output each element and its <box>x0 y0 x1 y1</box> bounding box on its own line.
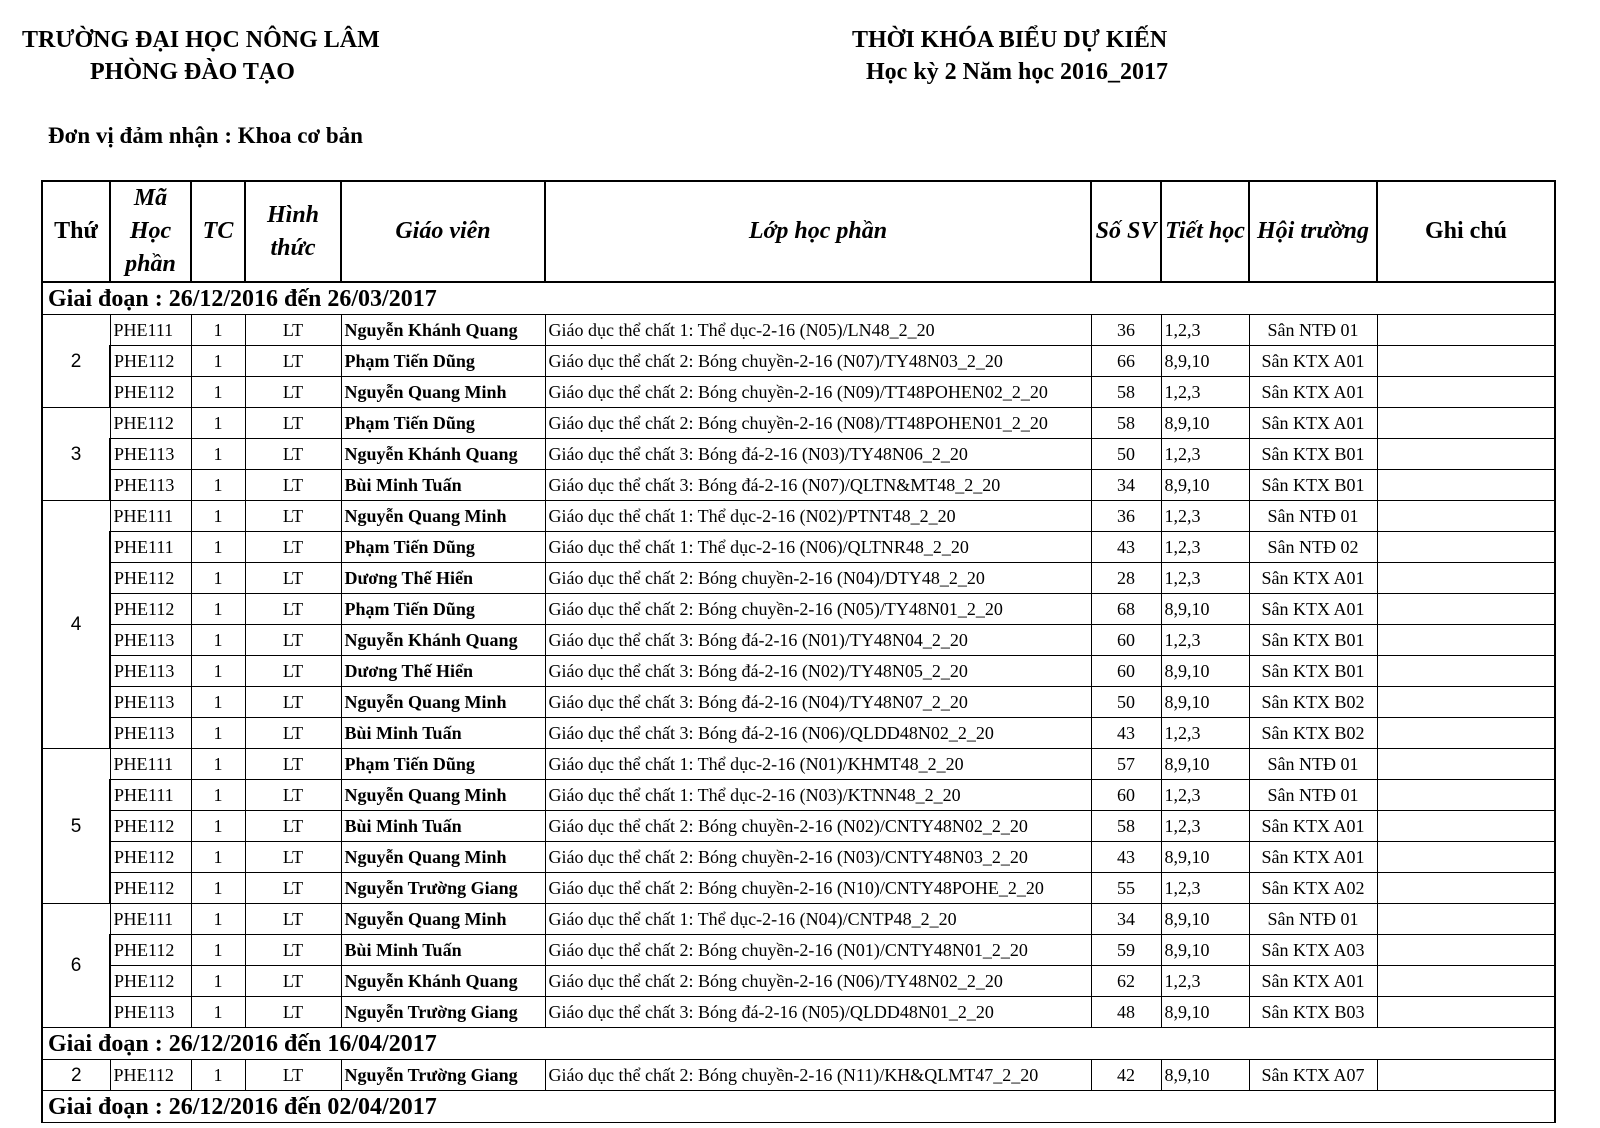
lop-hoc-phan-cell: Giáo dục thể chất 2: Bóng chuyền-2-16 (N11)/KH&QLMT47_2_20 <box>545 1060 1091 1091</box>
hinh-thuc-cell: LT <box>245 532 341 563</box>
col-header-hoi-truong: Hội trường <box>1249 181 1377 282</box>
tc-cell: 1 <box>191 346 245 377</box>
giao-vien-cell: Nguyễn Khánh Quang <box>341 439 545 470</box>
giao-vien-cell: Nguyễn Quang Minh <box>341 780 545 811</box>
ma-hoc-phan-cell: PHE113 <box>110 470 191 501</box>
day-cell: 2 <box>42 315 110 408</box>
phase-row <box>42 1028 1555 1060</box>
giao-vien-cell: Bùi Minh Tuấn <box>341 935 545 966</box>
tc-cell: 1 <box>191 780 245 811</box>
hinh-thuc-cell: LT <box>245 842 341 873</box>
ghi-chu-cell <box>1377 501 1555 532</box>
giao-vien-cell: Nguyễn Khánh Quang <box>341 625 545 656</box>
giao-vien-cell: Phạm Tiến Dũng <box>341 532 545 563</box>
hoi-truong-cell: Sân KTX A01 <box>1249 563 1377 594</box>
so-sv-cell: 36 <box>1091 501 1161 532</box>
tiet-hoc-cell: 8,9,10 <box>1161 656 1249 687</box>
tc-cell: 1 <box>191 470 245 501</box>
tc-cell: 1 <box>191 687 245 718</box>
lop-hoc-phan-cell: Giáo dục thể chất 3: Bóng đá-2-16 (N06)/QLDD48N02_2_20 <box>545 718 1091 749</box>
so-sv-cell: 43 <box>1091 842 1161 873</box>
so-sv-cell: 42 <box>1091 1060 1161 1091</box>
table-row <box>42 904 1555 935</box>
ghi-chu-cell <box>1377 625 1555 656</box>
so-sv-cell: 55 <box>1091 873 1161 904</box>
giao-vien-cell: Nguyễn Trường Giang <box>341 1060 545 1091</box>
tiet-hoc-cell: 1,2,3 <box>1161 377 1249 408</box>
tiet-hoc-cell: 8,9,10 <box>1161 687 1249 718</box>
table-row <box>42 594 1555 625</box>
ma-hoc-phan-cell: PHE112 <box>110 346 191 377</box>
ma-hoc-phan-cell: PHE112 <box>110 594 191 625</box>
office-name: PHÒNG ĐÀO TẠO <box>90 59 295 85</box>
table-row <box>42 408 1555 439</box>
hinh-thuc-cell: LT <box>245 873 341 904</box>
ghi-chu-cell <box>1377 408 1555 439</box>
giao-vien-cell: Nguyễn Trường Giang <box>341 873 545 904</box>
tc-cell: 1 <box>191 966 245 997</box>
ma-hoc-phan-cell: PHE111 <box>110 315 191 346</box>
so-sv-cell: 60 <box>1091 625 1161 656</box>
giao-vien-cell: Dương Thế Hiển <box>341 563 545 594</box>
ghi-chu-cell <box>1377 346 1555 377</box>
tc-cell: 1 <box>191 811 245 842</box>
hinh-thuc-cell: LT <box>245 625 341 656</box>
hinh-thuc-cell: LT <box>245 966 341 997</box>
giao-vien-cell: Nguyễn Quang Minh <box>341 842 545 873</box>
school-name: TRƯỜNG ĐẠI HỌC NÔNG LÂM <box>22 27 380 53</box>
col-header-ma-hoc-phan: Mã Học phần <box>110 181 191 282</box>
lop-hoc-phan-cell: Giáo dục thể chất 2: Bóng chuyền-2-16 (N02)/CNTY48N02_2_20 <box>545 811 1091 842</box>
tiet-hoc-cell: 1,2,3 <box>1161 563 1249 594</box>
hoi-truong-cell: Sân KTX A07 <box>1249 1060 1377 1091</box>
tiet-hoc-cell: 1,2,3 <box>1161 625 1249 656</box>
col-header-tc: TC <box>191 181 245 282</box>
hoi-truong-cell: Sân NTĐ 02 <box>1249 532 1377 563</box>
so-sv-cell: 68 <box>1091 594 1161 625</box>
tiet-hoc-cell: 8,9,10 <box>1161 1060 1249 1091</box>
phase-row <box>42 1091 1555 1123</box>
tiet-hoc-cell: 1,2,3 <box>1161 501 1249 532</box>
lop-hoc-phan-cell: Giáo dục thể chất 2: Bóng chuyền-2-16 (N04)/DTY48_2_20 <box>545 563 1091 594</box>
ghi-chu-cell <box>1377 470 1555 501</box>
hoi-truong-cell: Sân NTĐ 01 <box>1249 904 1377 935</box>
so-sv-cell: 60 <box>1091 656 1161 687</box>
table-row <box>42 501 1555 532</box>
ghi-chu-cell <box>1377 718 1555 749</box>
lop-hoc-phan-cell: Giáo dục thể chất 1: Thể dục-2-16 (N03)/KTNN48_2_20 <box>545 780 1091 811</box>
hinh-thuc-cell: LT <box>245 997 341 1028</box>
hoi-truong-cell: Sân KTX A01 <box>1249 377 1377 408</box>
ghi-chu-cell <box>1377 1060 1555 1091</box>
so-sv-cell: 28 <box>1091 563 1161 594</box>
ma-hoc-phan-cell: PHE111 <box>110 904 191 935</box>
col-header-giao-vien: Giáo viên <box>341 181 545 282</box>
ma-hoc-phan-cell: PHE113 <box>110 656 191 687</box>
col-header-thu: Thứ <box>42 181 110 282</box>
tiet-hoc-cell: 8,9,10 <box>1161 997 1249 1028</box>
so-sv-cell: 62 <box>1091 966 1161 997</box>
table-row <box>42 687 1555 718</box>
giao-vien-cell: Bùi Minh Tuấn <box>341 470 545 501</box>
ma-hoc-phan-cell: PHE112 <box>110 377 191 408</box>
hoi-truong-cell: Sân KTX A01 <box>1249 842 1377 873</box>
tc-cell: 1 <box>191 873 245 904</box>
table-row <box>42 935 1555 966</box>
ma-hoc-phan-cell: PHE113 <box>110 687 191 718</box>
lop-hoc-phan-cell: Giáo dục thể chất 3: Bóng đá-2-16 (N01)/TY48N04_2_20 <box>545 625 1091 656</box>
lop-hoc-phan-cell: Giáo dục thể chất 3: Bóng đá-2-16 (N04)/TY48N07_2_20 <box>545 687 1091 718</box>
giao-vien-cell: Bùi Minh Tuấn <box>341 811 545 842</box>
table-row <box>42 718 1555 749</box>
so-sv-cell: 34 <box>1091 904 1161 935</box>
hoi-truong-cell: Sân KTX A02 <box>1249 873 1377 904</box>
hoi-truong-cell: Sân NTĐ 01 <box>1249 749 1377 780</box>
so-sv-cell: 48 <box>1091 997 1161 1028</box>
ma-hoc-phan-cell: PHE111 <box>110 501 191 532</box>
tc-cell: 1 <box>191 501 245 532</box>
ghi-chu-cell <box>1377 687 1555 718</box>
timetable <box>41 180 1556 1123</box>
col-header-tiet-hoc: Tiết học <box>1161 181 1249 282</box>
semester-label: Học kỳ 2 Năm học 2016_2017 <box>866 59 1168 85</box>
hinh-thuc-cell: LT <box>245 501 341 532</box>
tiet-hoc-cell: 1,2,3 <box>1161 315 1249 346</box>
tc-cell: 1 <box>191 315 245 346</box>
ghi-chu-cell <box>1377 749 1555 780</box>
ma-hoc-phan-cell: PHE112 <box>110 935 191 966</box>
giao-vien-cell: Nguyễn Khánh Quang <box>341 315 545 346</box>
hinh-thuc-cell: LT <box>245 780 341 811</box>
table-row <box>42 749 1555 780</box>
lop-hoc-phan-cell: Giáo dục thể chất 2: Bóng chuyền-2-16 (N01)/CNTY48N01_2_20 <box>545 935 1091 966</box>
col-header-hinh-thuc: Hình thức <box>245 181 341 282</box>
tiet-hoc-cell: 8,9,10 <box>1161 594 1249 625</box>
day-cell: 5 <box>42 749 110 904</box>
hoi-truong-cell: Sân KTX B01 <box>1249 625 1377 656</box>
tiet-hoc-cell: 8,9,10 <box>1161 346 1249 377</box>
ghi-chu-cell <box>1377 873 1555 904</box>
ma-hoc-phan-cell: PHE112 <box>110 408 191 439</box>
lop-hoc-phan-cell: Giáo dục thể chất 3: Bóng đá-2-16 (N02)/TY48N05_2_20 <box>545 656 1091 687</box>
tiet-hoc-cell: 1,2,3 <box>1161 532 1249 563</box>
so-sv-cell: 58 <box>1091 811 1161 842</box>
table-row <box>42 1060 1555 1091</box>
day-cell: 4 <box>42 501 110 749</box>
giao-vien-cell: Phạm Tiến Dũng <box>341 346 545 377</box>
table-row <box>42 966 1555 997</box>
table-row <box>42 532 1555 563</box>
ma-hoc-phan-cell: PHE112 <box>110 842 191 873</box>
so-sv-cell: 59 <box>1091 935 1161 966</box>
day-cell: 6 <box>42 904 110 1028</box>
lop-hoc-phan-cell: Giáo dục thể chất 3: Bóng đá-2-16 (N07)/QLTN&MT48_2_20 <box>545 470 1091 501</box>
tc-cell: 1 <box>191 377 245 408</box>
ghi-chu-cell <box>1377 997 1555 1028</box>
giao-vien-cell: Nguyễn Quang Minh <box>341 904 545 935</box>
header-row <box>42 181 1555 282</box>
tiet-hoc-cell: 8,9,10 <box>1161 408 1249 439</box>
table-row <box>42 811 1555 842</box>
ghi-chu-cell <box>1377 315 1555 346</box>
lop-hoc-phan-cell: Giáo dục thể chất 1: Thể dục-2-16 (N05)/LN48_2_20 <box>545 315 1091 346</box>
tc-cell: 1 <box>191 656 245 687</box>
hinh-thuc-cell: LT <box>245 656 341 687</box>
ma-hoc-phan-cell: PHE112 <box>110 1060 191 1091</box>
phase-label: Giai đoạn : 26/12/2016 đến 26/03/2017 <box>42 282 1555 315</box>
table-row <box>42 873 1555 904</box>
hoi-truong-cell: Sân NTĐ 01 <box>1249 501 1377 532</box>
hoi-truong-cell: Sân KTX A01 <box>1249 408 1377 439</box>
ghi-chu-cell <box>1377 532 1555 563</box>
so-sv-cell: 50 <box>1091 439 1161 470</box>
ma-hoc-phan-cell: PHE111 <box>110 780 191 811</box>
col-header-so-sv: Số SV <box>1091 181 1161 282</box>
giao-vien-cell: Bùi Minh Tuấn <box>341 718 545 749</box>
hoi-truong-cell: Sân KTX A03 <box>1249 935 1377 966</box>
tiet-hoc-cell: 8,9,10 <box>1161 749 1249 780</box>
ma-hoc-phan-cell: PHE113 <box>110 439 191 470</box>
tc-cell: 1 <box>191 625 245 656</box>
tiet-hoc-cell: 1,2,3 <box>1161 966 1249 997</box>
hoi-truong-cell: Sân NTĐ 01 <box>1249 780 1377 811</box>
ma-hoc-phan-cell: PHE111 <box>110 532 191 563</box>
so-sv-cell: 66 <box>1091 346 1161 377</box>
hoi-truong-cell: Sân KTX A01 <box>1249 811 1377 842</box>
phase-row <box>42 282 1555 315</box>
ma-hoc-phan-cell: PHE113 <box>110 625 191 656</box>
so-sv-cell: 43 <box>1091 718 1161 749</box>
giao-vien-cell: Nguyễn Quang Minh <box>341 687 545 718</box>
tc-cell: 1 <box>191 842 245 873</box>
table-row <box>42 315 1555 346</box>
hinh-thuc-cell: LT <box>245 904 341 935</box>
hinh-thuc-cell: LT <box>245 594 341 625</box>
tiet-hoc-cell: 8,9,10 <box>1161 904 1249 935</box>
tiet-hoc-cell: 1,2,3 <box>1161 439 1249 470</box>
hinh-thuc-cell: LT <box>245 315 341 346</box>
lop-hoc-phan-cell: Giáo dục thể chất 2: Bóng chuyền-2-16 (N06)/TY48N02_2_20 <box>545 966 1091 997</box>
tc-cell: 1 <box>191 904 245 935</box>
giao-vien-cell: Phạm Tiến Dũng <box>341 408 545 439</box>
hinh-thuc-cell: LT <box>245 749 341 780</box>
hinh-thuc-cell: LT <box>245 439 341 470</box>
hinh-thuc-cell: LT <box>245 470 341 501</box>
ghi-chu-cell <box>1377 656 1555 687</box>
hoi-truong-cell: Sân KTX B01 <box>1249 656 1377 687</box>
tc-cell: 1 <box>191 935 245 966</box>
hoi-truong-cell: Sân KTX B03 <box>1249 997 1377 1028</box>
tiet-hoc-cell: 8,9,10 <box>1161 842 1249 873</box>
day-cell: 3 <box>42 408 110 501</box>
tc-cell: 1 <box>191 532 245 563</box>
phase-label: Giai đoạn : 26/12/2016 đến 16/04/2017 <box>42 1028 1555 1060</box>
ghi-chu-cell <box>1377 811 1555 842</box>
timetable-body <box>42 282 1555 1123</box>
table-row <box>42 780 1555 811</box>
day-cell: 2 <box>42 1060 110 1091</box>
document-title: THỜI KHÓA BIỂU DỰ KIẾN <box>852 27 1168 53</box>
ma-hoc-phan-cell: PHE112 <box>110 873 191 904</box>
tiet-hoc-cell: 1,2,3 <box>1161 873 1249 904</box>
lop-hoc-phan-cell: Giáo dục thể chất 2: Bóng chuyền-2-16 (N05)/TY48N01_2_20 <box>545 594 1091 625</box>
lop-hoc-phan-cell: Giáo dục thể chất 3: Bóng đá-2-16 (N05)/QLDD48N01_2_20 <box>545 997 1091 1028</box>
hoi-truong-cell: Sân KTX A01 <box>1249 966 1377 997</box>
lop-hoc-phan-cell: Giáo dục thể chất 2: Bóng chuyền-2-16 (N09)/TT48POHEN02_2_20 <box>545 377 1091 408</box>
hoi-truong-cell: Sân KTX B02 <box>1249 718 1377 749</box>
giao-vien-cell: Nguyễn Khánh Quang <box>341 966 545 997</box>
giao-vien-cell: Nguyễn Quang Minh <box>341 501 545 532</box>
tc-cell: 1 <box>191 1060 245 1091</box>
hinh-thuc-cell: LT <box>245 377 341 408</box>
ma-hoc-phan-cell: PHE112 <box>110 811 191 842</box>
tc-cell: 1 <box>191 718 245 749</box>
col-header-ghi-chu: Ghi chú <box>1377 181 1555 282</box>
table-row <box>42 656 1555 687</box>
ma-hoc-phan-cell: PHE111 <box>110 749 191 780</box>
tc-cell: 1 <box>191 408 245 439</box>
hoi-truong-cell: Sân NTĐ 01 <box>1249 315 1377 346</box>
table-row <box>42 470 1555 501</box>
so-sv-cell: 43 <box>1091 532 1161 563</box>
table-row <box>42 563 1555 594</box>
tiet-hoc-cell: 1,2,3 <box>1161 718 1249 749</box>
hinh-thuc-cell: LT <box>245 408 341 439</box>
giao-vien-cell: Nguyễn Quang Minh <box>341 377 545 408</box>
tc-cell: 1 <box>191 563 245 594</box>
so-sv-cell: 58 <box>1091 408 1161 439</box>
so-sv-cell: 36 <box>1091 315 1161 346</box>
phase-label: Giai đoạn : 26/12/2016 đến 02/04/2017 <box>42 1091 1555 1123</box>
tc-cell: 1 <box>191 749 245 780</box>
ghi-chu-cell <box>1377 594 1555 625</box>
lop-hoc-phan-cell: Giáo dục thể chất 2: Bóng chuyền-2-16 (N10)/CNTY48POHE_2_20 <box>545 873 1091 904</box>
hinh-thuc-cell: LT <box>245 563 341 594</box>
tiet-hoc-cell: 8,9,10 <box>1161 470 1249 501</box>
hoi-truong-cell: Sân KTX A01 <box>1249 594 1377 625</box>
tiet-hoc-cell: 8,9,10 <box>1161 935 1249 966</box>
table-row <box>42 842 1555 873</box>
hoi-truong-cell: Sân KTX B01 <box>1249 439 1377 470</box>
tc-cell: 1 <box>191 594 245 625</box>
giao-vien-cell: Dương Thế Hiển <box>341 656 545 687</box>
lop-hoc-phan-cell: Giáo dục thể chất 1: Thể dục-2-16 (N02)/PTNT48_2_20 <box>545 501 1091 532</box>
col-header-lop-hoc-phan: Lớp học phần <box>545 181 1091 282</box>
lop-hoc-phan-cell: Giáo dục thể chất 2: Bóng chuyền-2-16 (N08)/TT48POHEN01_2_20 <box>545 408 1091 439</box>
hoi-truong-cell: Sân KTX A01 <box>1249 346 1377 377</box>
table-row <box>42 625 1555 656</box>
ma-hoc-phan-cell: PHE112 <box>110 563 191 594</box>
so-sv-cell: 58 <box>1091 377 1161 408</box>
ghi-chu-cell <box>1377 966 1555 997</box>
giao-vien-cell: Phạm Tiến Dũng <box>341 749 545 780</box>
lop-hoc-phan-cell: Giáo dục thể chất 2: Bóng chuyền-2-16 (N03)/CNTY48N03_2_20 <box>545 842 1091 873</box>
lop-hoc-phan-cell: Giáo dục thể chất 2: Bóng chuyền-2-16 (N07)/TY48N03_2_20 <box>545 346 1091 377</box>
table-row <box>42 346 1555 377</box>
lop-hoc-phan-cell: Giáo dục thể chất 3: Bóng đá-2-16 (N03)/TY48N06_2_20 <box>545 439 1091 470</box>
ghi-chu-cell <box>1377 377 1555 408</box>
giao-vien-cell: Nguyễn Trường Giang <box>341 997 545 1028</box>
hinh-thuc-cell: LT <box>245 811 341 842</box>
hoi-truong-cell: Sân KTX B02 <box>1249 687 1377 718</box>
table-row <box>42 377 1555 408</box>
hinh-thuc-cell: LT <box>245 687 341 718</box>
ghi-chu-cell <box>1377 935 1555 966</box>
table-row <box>42 439 1555 470</box>
ma-hoc-phan-cell: PHE113 <box>110 718 191 749</box>
ghi-chu-cell <box>1377 780 1555 811</box>
ma-hoc-phan-cell: PHE113 <box>110 997 191 1028</box>
giao-vien-cell: Phạm Tiến Dũng <box>341 594 545 625</box>
hinh-thuc-cell: LT <box>245 718 341 749</box>
ma-hoc-phan-cell: PHE112 <box>110 966 191 997</box>
tc-cell: 1 <box>191 997 245 1028</box>
hinh-thuc-cell: LT <box>245 935 341 966</box>
table-row <box>42 997 1555 1028</box>
tiet-hoc-cell: 1,2,3 <box>1161 811 1249 842</box>
lop-hoc-phan-cell: Giáo dục thể chất 1: Thể dục-2-16 (N06)/QLTNR48_2_20 <box>545 532 1091 563</box>
ghi-chu-cell <box>1377 563 1555 594</box>
hinh-thuc-cell: LT <box>245 1060 341 1091</box>
lop-hoc-phan-cell: Giáo dục thể chất 1: Thể dục-2-16 (N04)/CNTP48_2_20 <box>545 904 1091 935</box>
ghi-chu-cell <box>1377 842 1555 873</box>
lop-hoc-phan-cell: Giáo dục thể chất 1: Thể dục-2-16 (N01)/KHMT48_2_20 <box>545 749 1091 780</box>
responsible-unit: Đơn vị đảm nhận : Khoa cơ bản <box>48 123 363 148</box>
so-sv-cell: 50 <box>1091 687 1161 718</box>
hoi-truong-cell: Sân KTX B01 <box>1249 470 1377 501</box>
ghi-chu-cell <box>1377 439 1555 470</box>
so-sv-cell: 60 <box>1091 780 1161 811</box>
hinh-thuc-cell: LT <box>245 346 341 377</box>
ghi-chu-cell <box>1377 904 1555 935</box>
so-sv-cell: 57 <box>1091 749 1161 780</box>
so-sv-cell: 34 <box>1091 470 1161 501</box>
tiet-hoc-cell: 1,2,3 <box>1161 780 1249 811</box>
tc-cell: 1 <box>191 439 245 470</box>
